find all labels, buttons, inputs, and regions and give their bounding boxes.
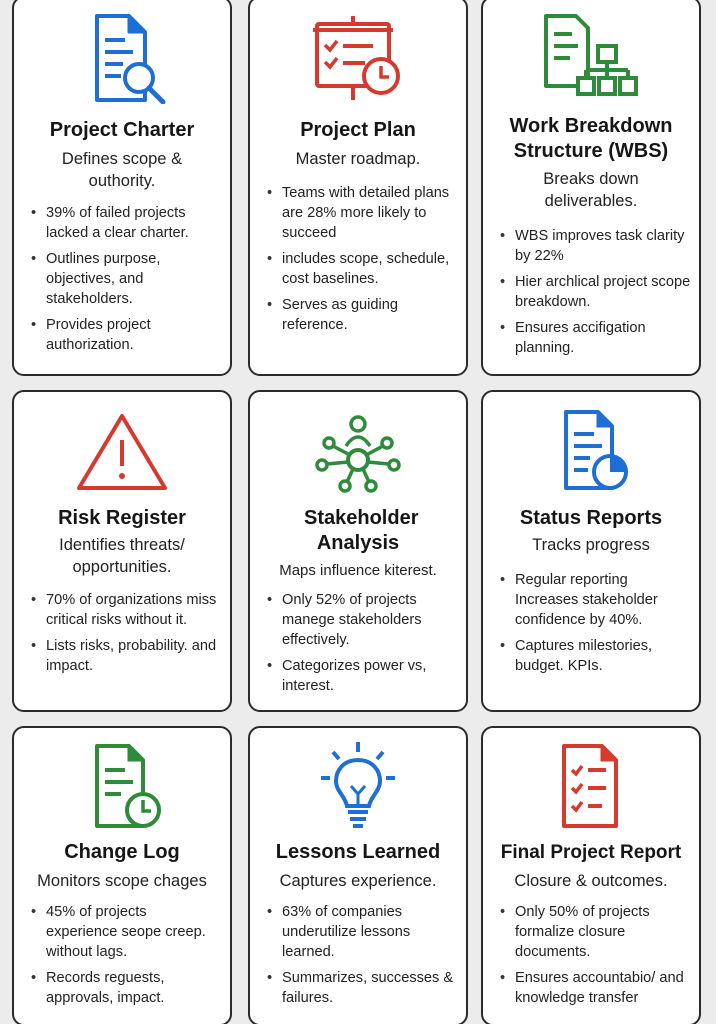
bullet-item: • Hier archlical project scope breakdown. bbox=[499, 272, 691, 312]
hierarchy-tree-icon bbox=[483, 12, 699, 104]
bullet-item: • includes scope, schedule, cost baselines. bbox=[266, 249, 458, 289]
bullet-list bbox=[30, 590, 222, 682]
card-title: Change Log bbox=[64, 841, 180, 863]
plan-board-clock-icon bbox=[250, 12, 466, 104]
card-subtitle: Maps influence kiterest. bbox=[279, 562, 437, 579]
bullet-item: • 39% of failed projects lacked a clear charter. bbox=[30, 203, 222, 243]
bullet-list bbox=[266, 590, 458, 702]
bullet-item: • Serves as guiding reference. bbox=[266, 295, 458, 335]
card-title: Final Project Report bbox=[500, 842, 682, 863]
bullet-item: • Provides project authorization. bbox=[30, 315, 222, 355]
checklist-document-icon bbox=[483, 742, 699, 832]
bullet-item: • Records reguests, approvals, impact. bbox=[30, 968, 222, 1008]
stakeholder-network-icon bbox=[250, 410, 466, 494]
card-title: Work Breakdown Structure (WBS) bbox=[509, 115, 673, 162]
bullet-list bbox=[30, 203, 222, 361]
bullet-item: • 63% of companies underutilize lessons learned. bbox=[266, 902, 458, 962]
card-project-charter bbox=[12, 0, 232, 376]
bullet-item: • Captures milestories, budget. KPIs. bbox=[499, 636, 691, 676]
report-chart-icon bbox=[483, 408, 699, 494]
document-search-icon bbox=[14, 12, 230, 104]
bullet-item: • Summarizes, successes & failures. bbox=[266, 968, 458, 1008]
bullet-list bbox=[266, 902, 458, 1014]
card-subtitle: Monitors scope chages bbox=[37, 872, 207, 890]
card-work-breakdown-structure bbox=[481, 0, 701, 376]
card-lessons-learned bbox=[248, 726, 468, 1024]
card-subtitle: Tracks progress bbox=[532, 536, 650, 554]
card-title: Risk Register bbox=[58, 507, 186, 529]
card-subtitle: Breaks down deliverables. bbox=[543, 170, 639, 210]
bullet-list bbox=[499, 902, 691, 1014]
bullet-item: • Only 50% of projects formalize closure documents. bbox=[499, 902, 691, 962]
card-subtitle: Captures experience. bbox=[279, 872, 437, 890]
card-final-project-report bbox=[481, 726, 701, 1024]
bullet-item: • Regular reporting Increases stakeholder confidence by 40%. bbox=[499, 570, 691, 630]
bullet-item: • 70% of organizations miss critical risks without it. bbox=[30, 590, 222, 630]
bullet-item: • WBS improves task clarity by 22% bbox=[499, 226, 691, 266]
card-subtitle: Master roadmap. bbox=[295, 150, 421, 168]
lightbulb-icon bbox=[250, 740, 466, 832]
document-clock-icon bbox=[14, 742, 230, 832]
bullet-list bbox=[499, 226, 691, 364]
bullet-item: • Only 52% of projects manege stakeholders effectively. bbox=[266, 590, 458, 650]
card-subtitle: Identifies threats/ opportunities. bbox=[59, 536, 185, 576]
bullet-item: • Categorizes power vs, interest. bbox=[266, 656, 458, 696]
card-title: Project Plan bbox=[300, 119, 416, 141]
bullet-list bbox=[499, 570, 691, 682]
card-title: Status Reports bbox=[519, 507, 663, 529]
bullet-item: • Outlines purpose, objectives, and stakeholders. bbox=[30, 249, 222, 309]
bullet-list bbox=[266, 183, 458, 341]
bullet-list bbox=[30, 902, 222, 1014]
card-stakeholder-analysis bbox=[248, 390, 468, 712]
warning-triangle-icon bbox=[14, 410, 230, 494]
card-title: Lessons Learned bbox=[275, 841, 441, 863]
card-risk-register bbox=[12, 390, 232, 712]
card-change-log bbox=[12, 726, 232, 1024]
bullet-item: • Ensures accifigation planning. bbox=[499, 318, 691, 358]
bullet-item: • Ensures accountabio/ and knowledge transfer bbox=[499, 968, 691, 1008]
bullet-item: • Lists risks, probability. and impact. bbox=[30, 636, 222, 676]
card-project-plan bbox=[248, 0, 468, 376]
card-status-reports bbox=[481, 390, 701, 712]
bullet-item: • 45% of projects experience seope creep. without lags. bbox=[30, 902, 222, 962]
card-title: Stakeholder Analysis bbox=[304, 507, 419, 554]
card-title: Project Charter bbox=[49, 119, 195, 141]
card-subtitle: Closure & outcomes. bbox=[514, 872, 668, 890]
bullet-item: • Teams with detailed plans are 28% more likely to succeed bbox=[266, 183, 458, 243]
card-subtitle: Defines scope & outhority. bbox=[61, 150, 183, 190]
